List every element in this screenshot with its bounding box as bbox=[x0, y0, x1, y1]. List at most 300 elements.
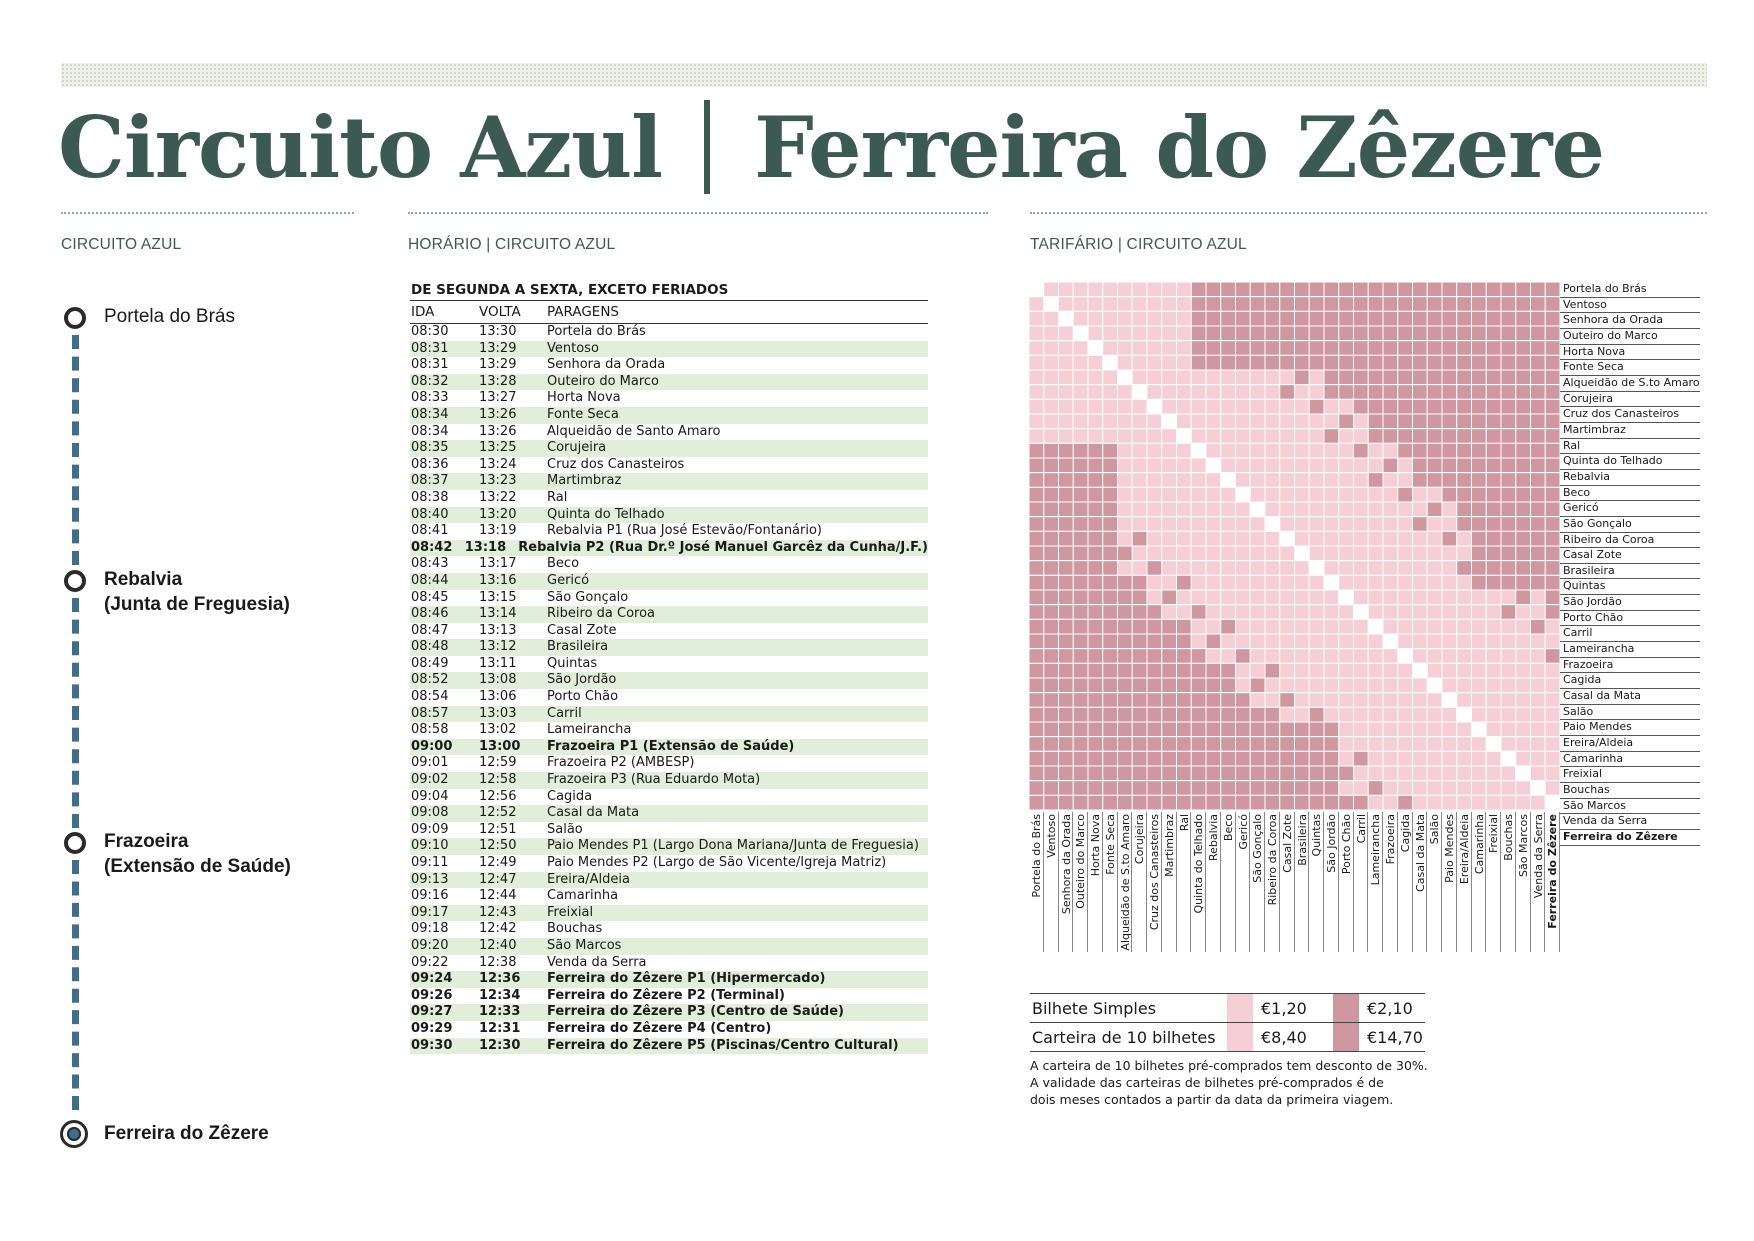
matrix-cell bbox=[1044, 634, 1059, 649]
matrix-cell bbox=[1162, 605, 1177, 620]
matrix-cell bbox=[1472, 561, 1487, 576]
matrix-cell bbox=[1516, 737, 1531, 752]
time-ida: 09:13 bbox=[411, 871, 449, 887]
time-volta: 13:26 bbox=[479, 423, 517, 439]
matrix-column-label: São Marcos bbox=[1516, 814, 1530, 877]
matrix-cell bbox=[1383, 414, 1398, 429]
schedule-row bbox=[410, 606, 928, 623]
matrix-cell bbox=[1191, 311, 1206, 326]
matrix-cell bbox=[1295, 605, 1310, 620]
matrix-cell bbox=[1472, 663, 1487, 678]
matrix-row-label: Frazoeira bbox=[1560, 658, 1700, 674]
matrix-cell bbox=[1191, 561, 1206, 576]
matrix-cell bbox=[1236, 766, 1251, 781]
matrix-cell bbox=[1088, 678, 1103, 693]
matrix-cell bbox=[1280, 487, 1295, 502]
matrix-cell bbox=[1457, 311, 1472, 326]
matrix-cell bbox=[1162, 517, 1177, 532]
schedule-row bbox=[410, 324, 928, 341]
matrix-cell bbox=[1103, 766, 1118, 781]
matrix-cell bbox=[1324, 458, 1339, 473]
matrix-cell bbox=[1088, 590, 1103, 605]
matrix-cell bbox=[1398, 341, 1413, 356]
matrix-cell bbox=[1295, 751, 1310, 766]
matrix-cell bbox=[1088, 634, 1103, 649]
matrix-cell bbox=[1398, 795, 1413, 810]
matrix-cell bbox=[1206, 781, 1221, 796]
matrix-cell bbox=[1368, 575, 1383, 590]
matrix-cell bbox=[1472, 385, 1487, 400]
fare-price-light: €1,20 bbox=[1261, 998, 1307, 1018]
route-line-segment bbox=[72, 335, 79, 565]
matrix-cell bbox=[1265, 590, 1280, 605]
matrix-cell bbox=[1368, 678, 1383, 693]
matrix-cell bbox=[1383, 282, 1398, 297]
matrix-cell bbox=[1501, 517, 1516, 532]
matrix-cell bbox=[1280, 502, 1295, 517]
matrix-cell bbox=[1324, 297, 1339, 312]
matrix-cell bbox=[1088, 663, 1103, 678]
matrix-cell bbox=[1177, 590, 1192, 605]
matrix-column-label: Ribeiro da Coroa bbox=[1266, 814, 1279, 906]
matrix-cell bbox=[1309, 311, 1324, 326]
matrix-cell bbox=[1236, 619, 1251, 634]
matrix-cell bbox=[1147, 326, 1162, 341]
matrix-cell bbox=[1545, 795, 1560, 810]
matrix-cell bbox=[1206, 297, 1221, 312]
matrix-cell bbox=[1309, 282, 1324, 297]
time-volta: 13:17 bbox=[479, 556, 517, 572]
matrix-cell bbox=[1309, 385, 1324, 400]
matrix-cell bbox=[1221, 502, 1236, 517]
matrix-cell bbox=[1132, 370, 1147, 385]
matrix-cell bbox=[1265, 693, 1280, 708]
stop-name: Portela do Brás bbox=[547, 324, 646, 339]
matrix-cell bbox=[1339, 429, 1354, 444]
matrix-cell bbox=[1516, 355, 1531, 370]
matrix-cell bbox=[1324, 737, 1339, 752]
matrix-cell bbox=[1236, 487, 1251, 502]
route-line-segment bbox=[72, 598, 79, 828]
matrix-column bbox=[1324, 812, 1339, 952]
matrix-cell bbox=[1088, 649, 1103, 664]
matrix-cell bbox=[1472, 282, 1487, 297]
time-ida: 08:42 bbox=[411, 539, 453, 555]
matrix-cell bbox=[1280, 663, 1295, 678]
stop-name: Horta Nova bbox=[547, 390, 621, 406]
matrix-cell bbox=[1162, 590, 1177, 605]
matrix-cell bbox=[1044, 282, 1059, 297]
matrix-cell bbox=[1354, 693, 1369, 708]
matrix-cell bbox=[1118, 370, 1133, 385]
matrix-cell bbox=[1221, 546, 1236, 561]
matrix-cell bbox=[1221, 722, 1236, 737]
matrix-cell bbox=[1147, 751, 1162, 766]
matrix-cell bbox=[1457, 546, 1472, 561]
matrix-cell bbox=[1147, 707, 1162, 722]
matrix-cell bbox=[1368, 355, 1383, 370]
schedule-row bbox=[410, 440, 928, 457]
matrix-cell bbox=[1073, 282, 1088, 297]
matrix-cell bbox=[1472, 722, 1487, 737]
stop-name: Quintas bbox=[547, 655, 598, 671]
matrix-cell bbox=[1118, 429, 1133, 444]
matrix-row-label: Lameirancha bbox=[1560, 642, 1700, 658]
fare-row bbox=[1030, 1022, 1425, 1052]
matrix-cell bbox=[1383, 311, 1398, 326]
stop-name: Paio Mendes P1 (Largo Dona Mariana/Junta de Freguesia) bbox=[547, 838, 919, 854]
stop-name: Rebalvia P2 (Rua Dr.º José Manuel Garcêz da Cunha/J.F.) bbox=[518, 539, 928, 555]
matrix-cell bbox=[1191, 605, 1206, 620]
matrix-cell bbox=[1413, 751, 1428, 766]
fare-name: Carteira de 10 bilhetes bbox=[1032, 1027, 1216, 1047]
matrix-cell bbox=[1457, 326, 1472, 341]
matrix-cell bbox=[1162, 458, 1177, 473]
matrix-cell bbox=[1486, 561, 1501, 576]
matrix-cell bbox=[1044, 370, 1059, 385]
matrix-cell bbox=[1059, 531, 1074, 546]
matrix-cell bbox=[1295, 487, 1310, 502]
matrix-cell bbox=[1280, 341, 1295, 356]
title-separator bbox=[704, 100, 710, 194]
matrix-cell bbox=[1073, 355, 1088, 370]
matrix-cell bbox=[1531, 311, 1546, 326]
matrix-cell bbox=[1442, 649, 1457, 664]
matrix-cell bbox=[1206, 502, 1221, 517]
matrix-cell bbox=[1044, 751, 1059, 766]
matrix-cell bbox=[1427, 326, 1442, 341]
matrix-cell bbox=[1073, 341, 1088, 356]
matrix-cell bbox=[1147, 443, 1162, 458]
matrix-cell bbox=[1118, 531, 1133, 546]
fare-price-dark: €2,10 bbox=[1367, 998, 1413, 1018]
matrix-cell bbox=[1531, 355, 1546, 370]
matrix-cell bbox=[1221, 634, 1236, 649]
matrix-cell bbox=[1280, 649, 1295, 664]
matrix-cell bbox=[1383, 370, 1398, 385]
matrix-cell bbox=[1088, 458, 1103, 473]
matrix-cell bbox=[1413, 634, 1428, 649]
matrix-cell bbox=[1354, 561, 1369, 576]
matrix-cell bbox=[1162, 619, 1177, 634]
matrix-cell bbox=[1265, 502, 1280, 517]
matrix-cell bbox=[1073, 473, 1088, 488]
time-ida: 09:29 bbox=[411, 1020, 453, 1036]
matrix-cell bbox=[1442, 737, 1457, 752]
matrix-cell bbox=[1177, 561, 1192, 576]
matrix-cell bbox=[1324, 605, 1339, 620]
matrix-cell bbox=[1309, 326, 1324, 341]
matrix-cell bbox=[1221, 385, 1236, 400]
matrix-cell bbox=[1442, 414, 1457, 429]
matrix-row-label: Beco bbox=[1560, 486, 1700, 502]
matrix-cell bbox=[1103, 781, 1118, 796]
matrix-cell bbox=[1486, 619, 1501, 634]
matrix-cell bbox=[1368, 414, 1383, 429]
matrix-cell bbox=[1472, 605, 1487, 620]
matrix-cell bbox=[1162, 766, 1177, 781]
matrix-cell bbox=[1383, 399, 1398, 414]
matrix-cell bbox=[1265, 546, 1280, 561]
matrix-cell bbox=[1427, 634, 1442, 649]
matrix-cell bbox=[1073, 414, 1088, 429]
matrix-cell bbox=[1103, 429, 1118, 444]
matrix-cell bbox=[1501, 707, 1516, 722]
section-route-heading: CIRCUITO AZUL bbox=[61, 236, 182, 253]
matrix-cell bbox=[1103, 634, 1118, 649]
matrix-column bbox=[1472, 812, 1487, 952]
matrix-cell bbox=[1191, 751, 1206, 766]
matrix-cell bbox=[1427, 546, 1442, 561]
matrix-cell bbox=[1442, 370, 1457, 385]
matrix-cell bbox=[1413, 414, 1428, 429]
matrix-cell bbox=[1132, 722, 1147, 737]
matrix-cell bbox=[1309, 766, 1324, 781]
matrix-cell bbox=[1398, 561, 1413, 576]
matrix-row-label: Paio Mendes bbox=[1560, 720, 1700, 736]
matrix-cell bbox=[1309, 575, 1324, 590]
matrix-cell bbox=[1309, 297, 1324, 312]
matrix-cell bbox=[1162, 575, 1177, 590]
matrix-cell bbox=[1295, 795, 1310, 810]
matrix-cell bbox=[1442, 634, 1457, 649]
matrix-cell bbox=[1354, 473, 1369, 488]
matrix-cell bbox=[1118, 487, 1133, 502]
matrix-cell bbox=[1545, 605, 1560, 620]
matrix-cell bbox=[1280, 693, 1295, 708]
matrix-column-label: Quinta do Telhado bbox=[1192, 814, 1206, 914]
matrix-cell bbox=[1486, 722, 1501, 737]
matrix-cell bbox=[1206, 487, 1221, 502]
matrix-cell bbox=[1472, 414, 1487, 429]
matrix-cell bbox=[1501, 546, 1516, 561]
matrix-cell bbox=[1132, 341, 1147, 356]
matrix-cell bbox=[1059, 473, 1074, 488]
matrix-cell bbox=[1029, 590, 1044, 605]
matrix-cell bbox=[1059, 693, 1074, 708]
matrix-cell bbox=[1250, 429, 1265, 444]
matrix-column-label: Casal da Mata bbox=[1413, 814, 1427, 892]
matrix-cell bbox=[1413, 575, 1428, 590]
matrix-cell bbox=[1088, 311, 1103, 326]
matrix-cell bbox=[1118, 678, 1133, 693]
matrix-cell bbox=[1162, 487, 1177, 502]
matrix-cell bbox=[1059, 619, 1074, 634]
matrix-cell bbox=[1339, 326, 1354, 341]
schedule-row bbox=[410, 1021, 928, 1038]
matrix-cell bbox=[1472, 693, 1487, 708]
matrix-cell bbox=[1044, 561, 1059, 576]
matrix-cell bbox=[1103, 341, 1118, 356]
matrix-cell bbox=[1059, 722, 1074, 737]
matrix-cell bbox=[1177, 663, 1192, 678]
matrix-cell bbox=[1206, 370, 1221, 385]
time-volta: 13:15 bbox=[479, 589, 517, 605]
matrix-cell bbox=[1250, 693, 1265, 708]
matrix-cell bbox=[1265, 414, 1280, 429]
matrix-cell bbox=[1383, 502, 1398, 517]
matrix-cell bbox=[1132, 693, 1147, 708]
matrix-cell bbox=[1457, 458, 1472, 473]
matrix-cell bbox=[1044, 707, 1059, 722]
matrix-cell bbox=[1545, 385, 1560, 400]
matrix-cell bbox=[1368, 737, 1383, 752]
matrix-cell bbox=[1132, 429, 1147, 444]
matrix-cell bbox=[1147, 370, 1162, 385]
matrix-cell bbox=[1368, 781, 1383, 796]
time-ida: 08:43 bbox=[411, 556, 449, 572]
matrix-cell bbox=[1368, 385, 1383, 400]
matrix-cell bbox=[1029, 663, 1044, 678]
matrix-cell bbox=[1029, 517, 1044, 532]
matrix-column-label: Carril bbox=[1354, 814, 1368, 844]
matrix-cell bbox=[1295, 737, 1310, 752]
matrix-cell bbox=[1442, 385, 1457, 400]
matrix-column-label: Camarinha bbox=[1472, 814, 1486, 875]
matrix-cell bbox=[1457, 473, 1472, 488]
matrix-cell bbox=[1147, 458, 1162, 473]
matrix-cell bbox=[1206, 590, 1221, 605]
matrix-cell bbox=[1486, 326, 1501, 341]
matrix-cell bbox=[1501, 429, 1516, 444]
matrix-cell bbox=[1088, 370, 1103, 385]
matrix-cell bbox=[1118, 693, 1133, 708]
matrix-row-label: Ferreira do Zêzere bbox=[1560, 830, 1700, 846]
time-volta: 13:29 bbox=[479, 340, 517, 356]
matrix-cell bbox=[1427, 722, 1442, 737]
stop-name: Cagida bbox=[547, 788, 593, 804]
matrix-cell bbox=[1486, 502, 1501, 517]
matrix-cell bbox=[1368, 311, 1383, 326]
matrix-cell bbox=[1162, 311, 1177, 326]
matrix-cell bbox=[1147, 634, 1162, 649]
matrix-cell bbox=[1354, 795, 1369, 810]
time-ida: 09:10 bbox=[411, 838, 449, 854]
matrix-cell bbox=[1545, 458, 1560, 473]
matrix-cell bbox=[1103, 311, 1118, 326]
matrix-cell bbox=[1132, 458, 1147, 473]
matrix-cell bbox=[1177, 473, 1192, 488]
matrix-cell bbox=[1177, 737, 1192, 752]
matrix-cell bbox=[1427, 282, 1442, 297]
stop-name: Corujeira bbox=[547, 440, 607, 456]
matrix-cell bbox=[1073, 502, 1088, 517]
fare-swatch-dark bbox=[1333, 994, 1359, 1022]
matrix-cell bbox=[1413, 781, 1428, 796]
matrix-cell bbox=[1147, 605, 1162, 620]
matrix-cell bbox=[1088, 531, 1103, 546]
matrix-cell bbox=[1324, 355, 1339, 370]
schedule-row bbox=[410, 490, 928, 507]
matrix-row-label: Cagida bbox=[1560, 673, 1700, 689]
matrix-column-label: Ereira/Aldeia bbox=[1457, 814, 1471, 885]
matrix-cell bbox=[1354, 678, 1369, 693]
matrix-column-label: Lameirancha bbox=[1369, 814, 1383, 886]
matrix-cell bbox=[1265, 341, 1280, 356]
matrix-cell bbox=[1073, 605, 1088, 620]
matrix-cell bbox=[1398, 473, 1413, 488]
matrix-cell bbox=[1044, 341, 1059, 356]
stop-name: Ferreira do Zêzere P1 (Hipermercado) bbox=[547, 971, 826, 987]
schedule-row bbox=[410, 656, 928, 673]
matrix-cell bbox=[1472, 590, 1487, 605]
matrix-cell bbox=[1324, 414, 1339, 429]
matrix-cell bbox=[1250, 707, 1265, 722]
matrix-cell bbox=[1250, 766, 1265, 781]
matrix-column-label: Senhora da Orada bbox=[1059, 814, 1073, 915]
schedule-row bbox=[410, 424, 928, 441]
matrix-cell bbox=[1250, 502, 1265, 517]
stop-name: Paio Mendes P2 (Largo de São Vicente/Igreja Matriz) bbox=[547, 855, 887, 870]
matrix-cell bbox=[1088, 707, 1103, 722]
matrix-cell bbox=[1280, 795, 1295, 810]
matrix-cell bbox=[1265, 663, 1280, 678]
schedule-row bbox=[410, 672, 928, 689]
matrix-cell bbox=[1280, 370, 1295, 385]
matrix-cell bbox=[1280, 311, 1295, 326]
stop-name: Porto Chão bbox=[547, 689, 619, 705]
matrix-cell bbox=[1073, 722, 1088, 737]
matrix-cell bbox=[1501, 282, 1516, 297]
matrix-cell bbox=[1368, 634, 1383, 649]
matrix-cell bbox=[1059, 355, 1074, 370]
matrix-cell bbox=[1162, 722, 1177, 737]
matrix-cell bbox=[1250, 473, 1265, 488]
matrix-cell bbox=[1147, 737, 1162, 752]
matrix-cell bbox=[1250, 443, 1265, 458]
matrix-cell bbox=[1236, 297, 1251, 312]
matrix-cell bbox=[1413, 326, 1428, 341]
matrix-cell bbox=[1339, 766, 1354, 781]
matrix-cell bbox=[1486, 590, 1501, 605]
matrix-cell bbox=[1354, 605, 1369, 620]
matrix-cell bbox=[1442, 517, 1457, 532]
time-ida: 09:08 bbox=[411, 805, 449, 821]
matrix-cell bbox=[1044, 487, 1059, 502]
stop-name: Carril bbox=[547, 705, 582, 721]
time-volta: 13:14 bbox=[479, 606, 517, 622]
matrix-cell bbox=[1398, 619, 1413, 634]
stop-name: São Gonçalo bbox=[547, 589, 629, 605]
matrix-cell bbox=[1457, 355, 1472, 370]
matrix-cell bbox=[1236, 414, 1251, 429]
matrix-cell bbox=[1339, 414, 1354, 429]
matrix-cell bbox=[1191, 429, 1206, 444]
matrix-cell bbox=[1059, 561, 1074, 576]
matrix-row-label: Freixial bbox=[1560, 767, 1700, 783]
matrix-column-label: Horta Nova bbox=[1089, 814, 1102, 877]
stop-marker bbox=[64, 570, 86, 592]
matrix-cell bbox=[1368, 561, 1383, 576]
matrix-cell bbox=[1103, 751, 1118, 766]
matrix-cell bbox=[1191, 781, 1206, 796]
matrix-cell bbox=[1147, 546, 1162, 561]
matrix-cell bbox=[1427, 737, 1442, 752]
matrix-cell bbox=[1162, 693, 1177, 708]
matrix-cell bbox=[1472, 487, 1487, 502]
matrix-cell bbox=[1073, 619, 1088, 634]
matrix-row-label: Bouchas bbox=[1560, 783, 1700, 799]
matrix-cell bbox=[1073, 370, 1088, 385]
matrix-cell bbox=[1413, 737, 1428, 752]
matrix-cell bbox=[1088, 473, 1103, 488]
matrix-cell bbox=[1132, 575, 1147, 590]
matrix-cell bbox=[1472, 619, 1487, 634]
matrix-cell bbox=[1442, 722, 1457, 737]
matrix-cell bbox=[1368, 722, 1383, 737]
matrix-cell bbox=[1250, 605, 1265, 620]
matrix-cell bbox=[1486, 531, 1501, 546]
